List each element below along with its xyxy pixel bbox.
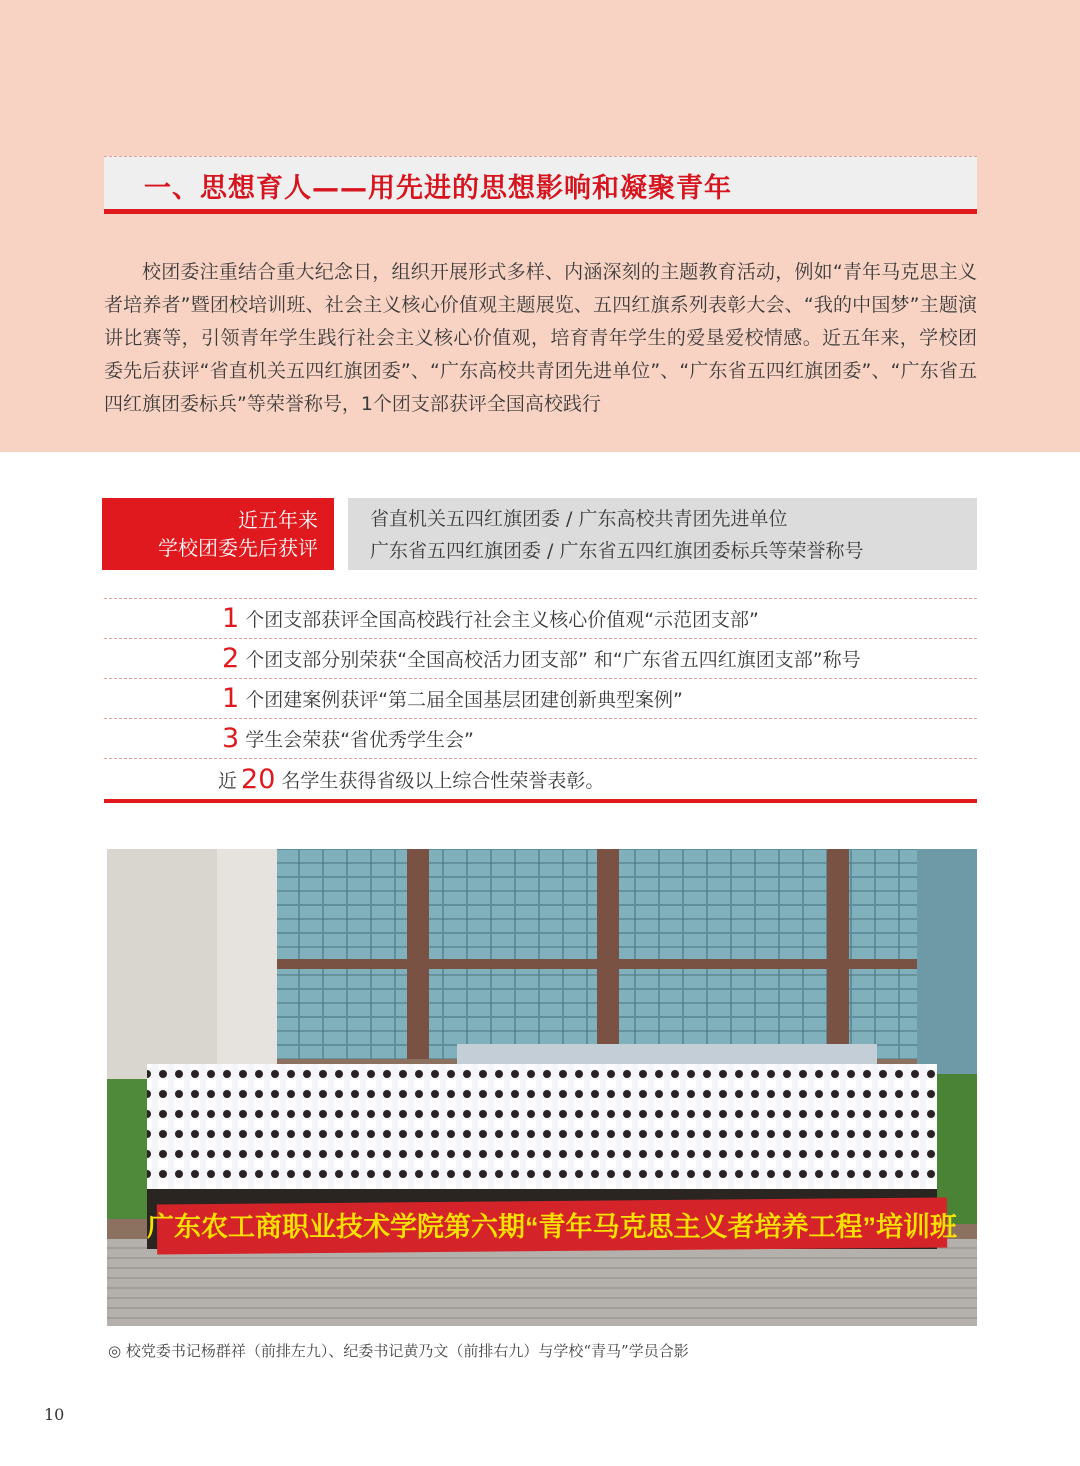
awards-label [102,498,334,570]
section-heading [104,156,977,214]
achievement-number: 3 [222,723,240,754]
page-number: 10 [44,1405,65,1424]
achievement-text: 个团建案例获评“第二届全国基层团建创新典型案例” [245,689,683,711]
achievement-row [104,599,977,639]
achievement-number: 1 [222,683,240,714]
awards-line1: 省直机关五四红旗团委 / 广东高校共青团先进单位 [370,508,788,530]
intro-paragraph: 校团委注重结合重大纪念日，组织开展形式多样、内涵深刻的主题教育活动，例如“青年马克思主义者培养者”暨团校培训班、社会主义核心价值观主题展览、五四红旗系列表彰大会、“我的中国梦”主题演讲比赛等，引领青年学生践行社会主义核心价值观，培育青年学生的爱垦爱校情感。近五年来，学校团委先后获评“省直机关五四红旗团委”、“广东高校共青团先进单位”、“广东省五四红旗团委”、“广东省五四红旗团委标兵”等荣誉称号，1个团支部获评全国高校践行 [104,261,977,415]
achievements-list [104,598,977,803]
achievement-text: 学生会荣获“省优秀学生会” [245,729,474,751]
photo-caption: ◎ 校党委书记杨群祥（前排左九）、纪委书记黄乃文（前排右九）与学校“青马”学员合影 [108,1342,689,1360]
achievement-prefix: 近 [218,769,238,792]
achievement-text: 个团支部分别荣获“全国高校活力团支部” 和“广东省五四红旗团支部”称号 [245,649,861,671]
awards-label-line2: 学校团委先后获评 [158,536,318,560]
group-photo-illustration [107,849,977,1326]
achievement-number: 20 [241,763,276,795]
awards-line2: 广东省五四红旗团委 / 广东省五四红旗团委标兵等荣誉称号 [370,540,864,562]
achievement-row [104,639,977,679]
group-photo [107,849,977,1326]
achievement-text: 个团支部获评全国高校践行社会主义核心价值观“示范团支部” [245,609,759,631]
achievement-row [104,679,977,719]
achievement-row [104,759,977,799]
awards-label-line1: 近五年来 [238,508,318,532]
achievement-number: 2 [222,643,240,674]
achievement-number: 1 [222,603,240,634]
section-title: 一、思想育人——用先进的思想影响和凝聚青年 [144,173,732,204]
achievement-row [104,719,977,759]
achievement-text: 名学生获得省级以上综合性荣誉表彰。 [281,769,605,792]
banner-text: 广东农工商职业技术学院第六期“青年马克思主义者培养工程”培训班 [147,1212,957,1242]
awards-list [348,498,977,570]
